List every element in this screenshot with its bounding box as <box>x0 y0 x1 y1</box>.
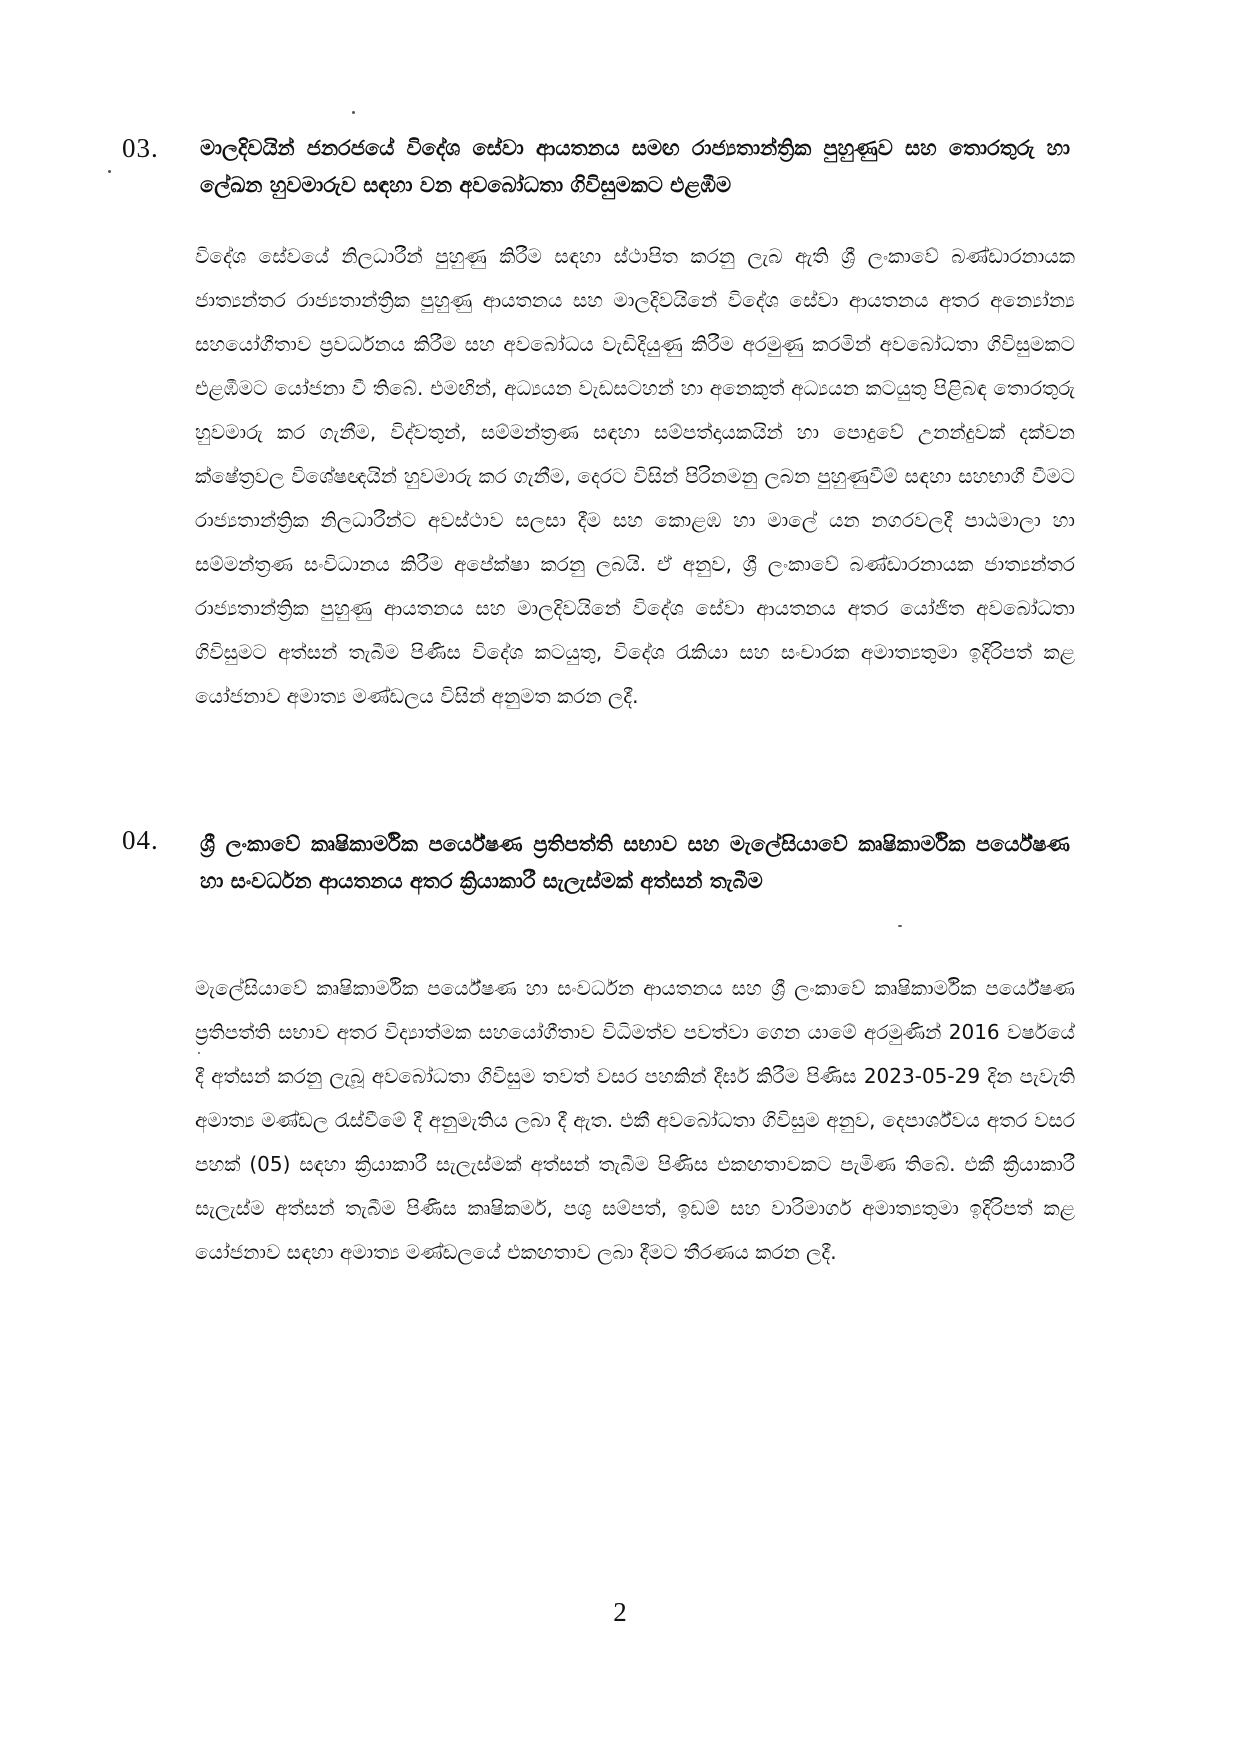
section-number: 03. <box>122 133 159 163</box>
section-body: මැලේසියාවේ කෘෂිකාර්මික පර්යේෂණ හා සංවර්ධන ආයතනය සහ ශ්‍රී ලංකාවේ කෘෂිකාර්මික පර්යේෂණ ප්‍රතිපත්ති සභාව අතර විද්‍යාත්මක සහයෝගීතාව විධිමත්ව පවත්වා ගෙන යාමේ අරමුණින් 2016 වර්ෂයේ දී අත්සන් කරනු ලැබූ අවබෝධතා ගිවිසුම තවත් වසර පහකින් දීර්ඝ කිරීම පිණිස 2023-05-29 දින පැවැති අමාත්‍ය මණ්ඩල රැස්වීමේ දී අනුමැතිය ලබා දී ඇත. එකී අවබෝධතා ගිවිසුම අනුව, දෙපාර්ශ්වය අතර වසර පහක් (05) සඳහා ක්‍රියාකාරී සැලැස්මක් අත්සන් තැබීම පිණිස එකඟතාවකට පැමිණ තිබේ. එකී ක්‍රියාකාරී සැලැස්ම අත්සන් තැබීම පිණිස කෘෂිකර්ම, පශු සම්පත්, ඉඩම් සහ වාරිමාර්ග අමාත්‍යතුමා ඉදිරිපත් කළ යෝජනාව සඳහා අමාත්‍ය මණ්ඩලයේ එකඟතාව ලබා දීමට තීරණය කරන ලදී. <box>195 976 1075 1264</box>
scan-speck <box>352 111 355 114</box>
section-number: 04. <box>122 825 159 855</box>
section-heading: ශ්‍රී ලංකාවේ කෘෂිකාර්මික පර්යේෂණ ප්‍රතිපත්ති සභාව සහ මැලේසියාවේ කෘෂිකාර්මික පර්යේෂණ හා සංවර්ධන ආයතනය අතර ක්‍රියාකාරී සැලැස්මක් අත්සන් තැබීම <box>200 832 1070 893</box>
scan-speck <box>108 170 111 173</box>
section-heading: මාලදිවයින් ජනරජයේ විදේශ සේවා ආයතනය සමඟ රාජ්‍යතාන්ත්‍රික පුහුණුව සහ තොරතුරු හා ලේඛන හුවමාරුව සඳහා වන අවබෝධතා ගිවිසුමකට එළඹීම <box>200 136 1070 197</box>
page-number: 2 <box>613 1597 627 1627</box>
scan-speck <box>898 925 902 927</box>
section-body: විදේශ සේවයේ නිලධාරීන් පුහුණු කිරීම සඳහා ස්ථාපිත කරනු ලැබ ඇති ශ්‍රී ලංකාවේ බණ්ඩාරනායක ජාත්‍යන්තර රාජ්‍යතාන්ත්‍රික පුහුණු ආයතනය සහ මාලදිවයිනේ විදේශ සේවා ආයතනය අතර අන්‍යෝන්‍ය සහයෝගීතාව ප්‍රවර්ධනය කිරීම සහ අවබෝධය වැඩිදියුණු කිරීම අරමුණු කරමින් අවබෝධතා ගිවිසුමකට එළඹීමට යෝජනා වී තිබේ. එමඟින්, අධ්‍යයන වැඩසටහන් හා අනෙකුත් අධ්‍යයන කටයුතු පිළිබඳ තොරතුරු හුවමාරු කර ගැනීම, විද්වතුන්, සම්මන්ත්‍රණ සඳහා සම්පත්දායකයින් හා පොදුවේ උනන්දුවක් දක්වන ක්ෂේත්‍රවල විශේෂඥයින් හුවමාරු කර ගැනීම, දෙරට විසින් පිරිනමනු ලබන පුහුණුවීම් සඳහා සහභාගී වීමට රාජ්‍යතාන්ත්‍රික නිලධාරීන්ට අවස්ථාව සලසා දීම සහ කොළඹ හා මාලේ යන නගරවලදී පාඨමාලා හා සම්මන්ත්‍රණ සංවිධානය කිරීම අපේක්ෂා කරනු ලබයි. ඒ අනුව, ශ්‍රී ලංකාවේ බණ්ඩාරනායක ජාත්‍යන්තර රාජ්‍යතාන්ත්‍රික පුහුණු ආයතනය සහ මාලදිවයිනේ විදේශ සේවා ආයතනය අතර යෝජිත අවබෝධතා ගිවිසුමට අත්සන් තැබීම පිණිස විදේශ කටයුතු, විදේශ රැකියා සහ සංචාරක අමාත්‍යතුමා ඉදිරිපත් කළ යෝජනාව අමාත්‍ය මණ්ඩලය විසින් අනුමත කරන ලදී. <box>195 244 1075 708</box>
